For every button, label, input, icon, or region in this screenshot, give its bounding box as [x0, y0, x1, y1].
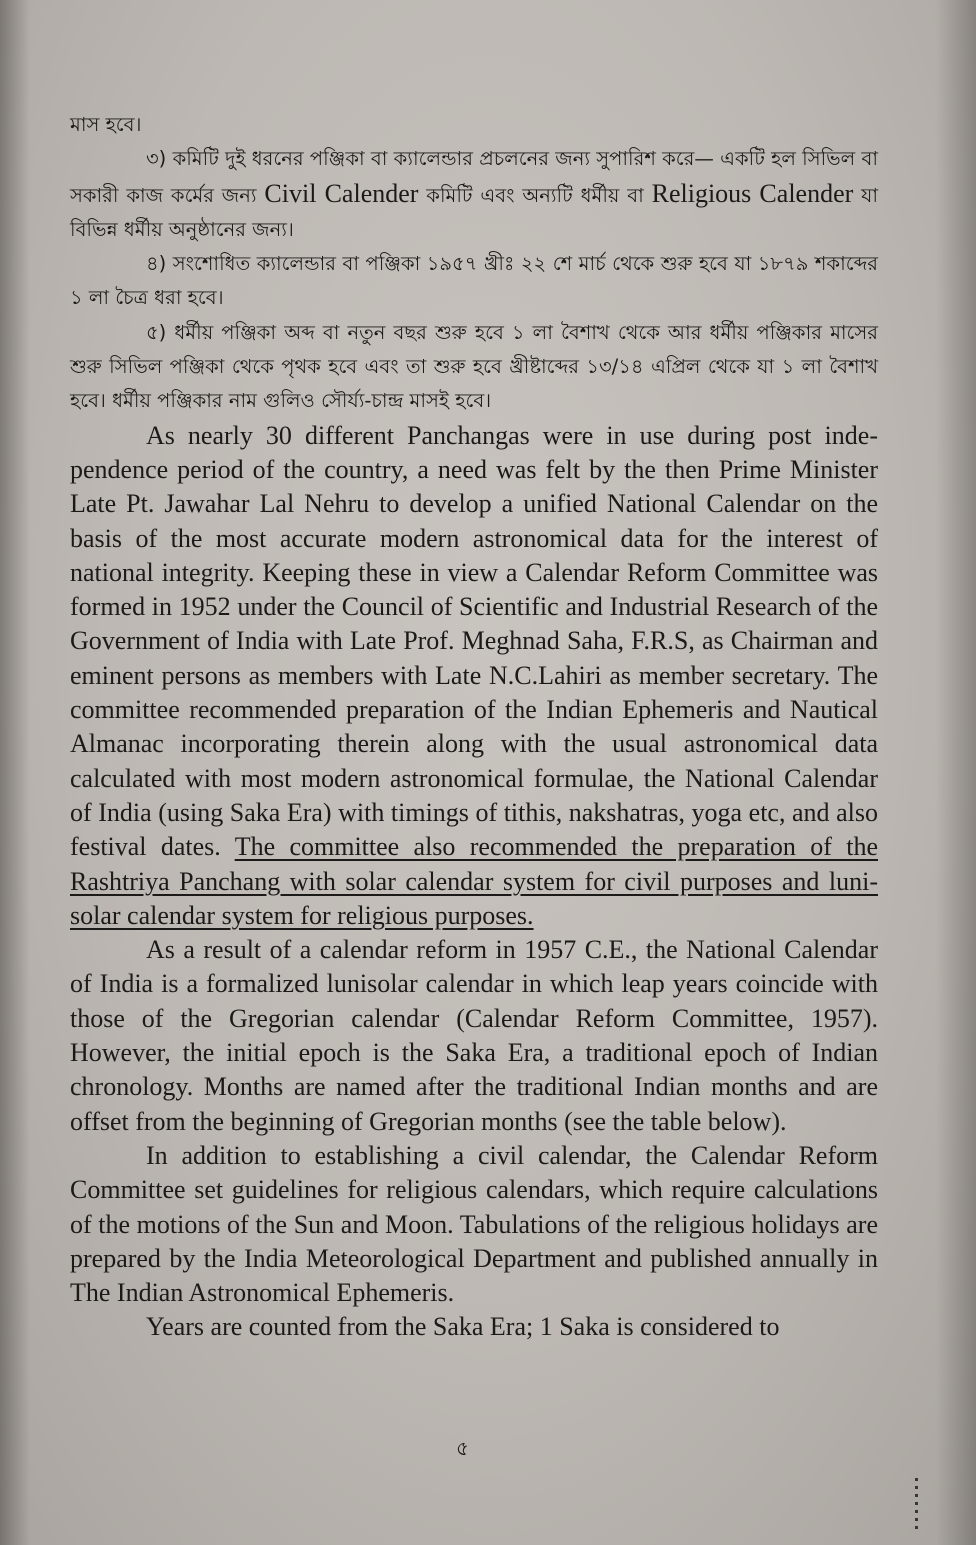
paragraph-calendar-reform: As a result of a calendar reform in 1957 C.E., the National Calendar of India is a formalized lunisolar calendar in which leap years coincide with those of the Gregorian calendar (Calendar Reform Committee, 1957). However, the initial epoch is the Saka Era, a traditional epoch of Indian chronology. Months are named after the traditional Indian months and are offset from the beginning of Gregorian months (see the table below). [70, 935, 878, 1136]
bengali-item-5: ৫) ধর্মীয় পঞ্জিকা অব্দ বা নতুন বছর শুরু হবে ১ লা বৈশাখ থেকে আর ধর্মীয় পঞ্জিকার মাসের শুরু সিভিল পঞ্জিকা থেকে পৃথক হবে এবং তা শুরু হবে খ্রীষ্টাব্দের ১৩/১৪ এপ্রিল থেকে যা ১ লা বৈশাখ হবে। ধর্মীয় পঞ্জিকার নাম গুলিও সৌর্য্য-চান্দ্র মাসই হবে। [70, 320, 878, 413]
bengali-line-1: মাস হবে। [70, 113, 142, 136]
page-edge-shadow [936, 0, 976, 1545]
bengali-item-3: ৩) কমিটি দুই ধরনের পঞ্জিকা বা ক্যালেন্ডার প্রচলনের জন্য সুপারিশ করে— একটি হল সিভিল বা সকারী কাজ কর্মের জন্য Civil Calender কমিটি এবং অন্যটি ধর্মীয় বা Religious Calender যা বিভিন্ন ধর্মীয় অনুষ্ঠানের জন্য। [70, 147, 879, 241]
page-number: ৫ [456, 1436, 469, 1460]
page-binding-shadow [0, 0, 30, 1545]
bengali-item-4: ৪) সংশোধিত ক্যালেন্ডার বা পঞ্জিকা ১৯৫৭ খ্রীঃ ২২ শে মার্চ থেকে শুরু হবে যা ১৮৭৯ শকাব্দের ১ লা চৈত্র ধরা হবে। [70, 252, 878, 310]
underlined-recommendation: The committee also recommended the preparation of the Rashtriya Panchang with solar calendar system for civil purposes and luni-solar calendar system for religious purposes. [70, 832, 878, 930]
page-text [70, 108, 878, 1345]
paragraph-saka-era: Years are counted from the Saka Era; 1 Saka is considered to [146, 1312, 780, 1342]
paragraph-religious-calendars: In addition to establishing a civil calendar, the Calendar Reform Committee set guidelines for religious calendars, which require calculations of the motions of the Sun and Moon. Tabulations of the religious holidays are prepared by the India Meteorological Department and published annually in The Indian Astronomical Ephemeris. [70, 1140, 878, 1308]
paragraph-panchangas: As nearly 30 different Panchangas were in use during post independence period of the country, a need was felt by the then Prime Minister Late Pt. Jawahar Lal Nehru to develop a unified National Calendar on the basis of the most accurate modern astronomical data for the interest of national integrity. Keeping these in view a Calendar Reform Committee was formed in 1952 under the Council of Scientific and Industrial Research of the Government of India with Late Prof. Meghnad Saha, F.R.S, as Chairman and eminent persons as members with Late N.C.Lahiri as member secretary. The committee recommended preparation of the Indian Ephemeris and Nautical Almanac incorporating therein along with the usual astronomical data calculated with most modern astronomical formulae, the National Calendar of India (using Saka Era) with timings of tithis, nakshatras, yoga etc, and also festival dates. The committee also recommended the preparation of the Rashtriya Panchang with solar calendar system for civil purposes and luni-solar calendar system for religious purposes. [70, 420, 878, 930]
page-edge-marks [915, 1478, 918, 1534]
